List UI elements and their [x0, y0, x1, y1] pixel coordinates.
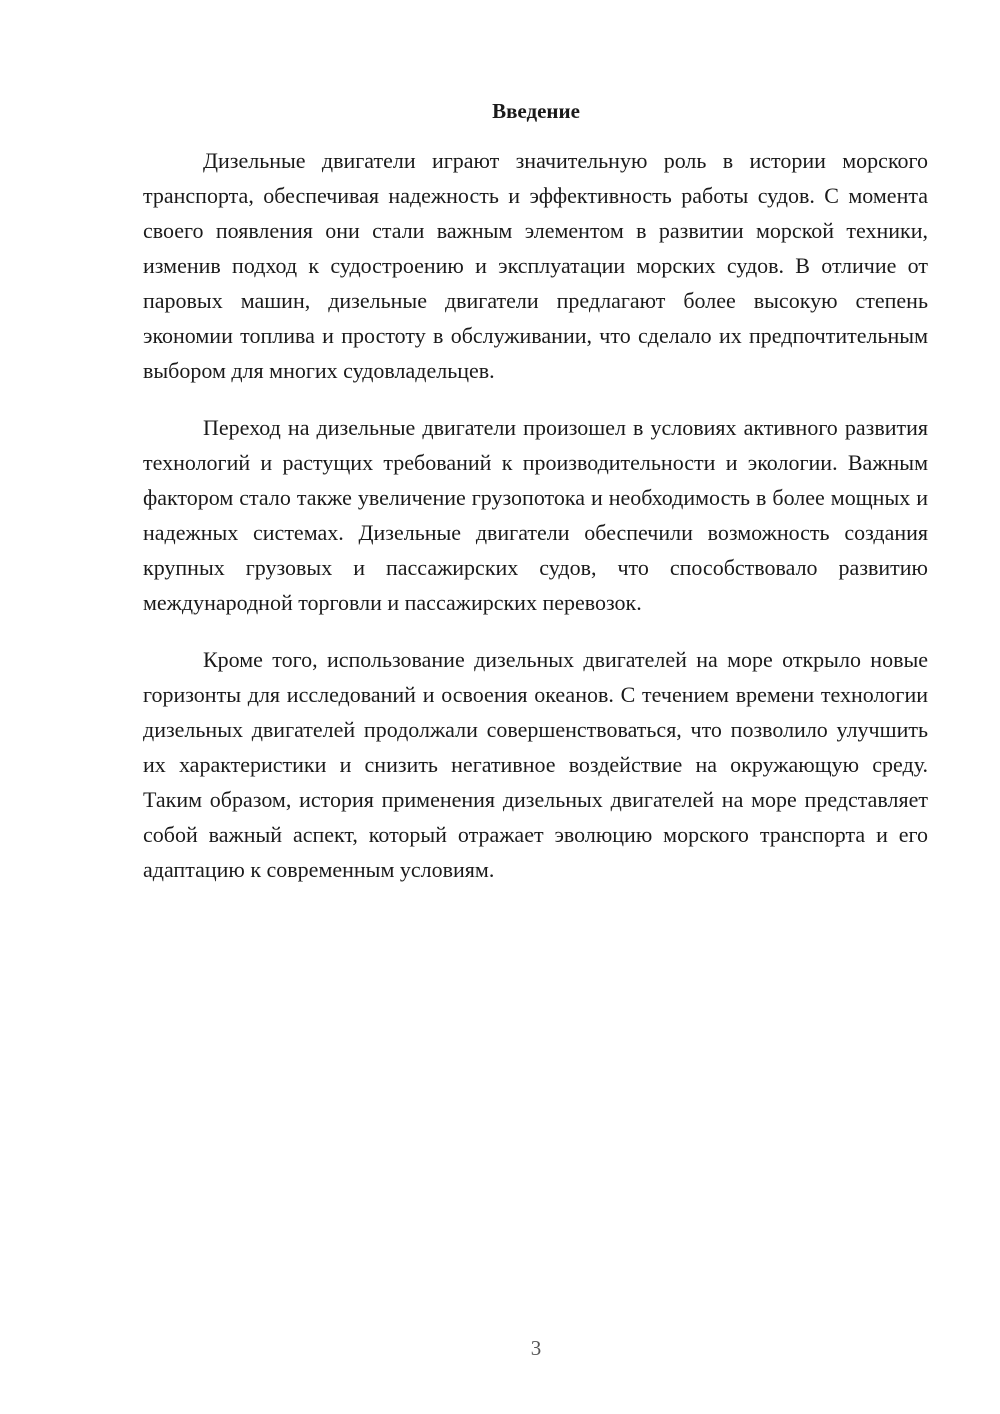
page-title: Введение	[492, 99, 580, 123]
paragraph-1: Дизельные двигатели играют значительную роль в истории морского транспорта, обеспечивая надежность и эффективность работы судов. С момента своего появления они стали важным элементом в развитии морской техники, изменив подход к судостроению и эксплуатации морских судов. В отличие от паровых машин, дизельные двигатели предлагают более высокую степень экономии топлива и простоту в обслуживании, что сделало их предпочтительным выбором для многих судовладельцев.	[143, 148, 928, 383]
paragraph-2: Переход на дизельные двигатели произошел в условиях активного развития технологий и растущих требований к производительности и экологии. Важным фактором стало также увеличение грузопотока и необходимость в более мощных и надежных системах. Дизельные двигатели обеспечили возможность создания крупных грузовых и пассажирских судов, что способствовало развитию международной торговли и пассажирских перевозок.	[143, 415, 928, 615]
body-text	[143, 143, 928, 909]
paragraph-3: Кроме того, использование дизельных двигателей на море открыло новые горизонты для исследований и освоения океанов. С течением времени технологии дизельных двигателей продолжали совершенствоваться, что позволило улучшить их характеристики и снизить негативное воздействие на окружающую среду. Таким образом, история применения дизельных двигателей на море представляет собой важный аспект, который отражает эволюцию морского транспорта и его адаптацию к современным условиям.	[143, 647, 928, 882]
page-number: 3	[530, 1336, 542, 1360]
